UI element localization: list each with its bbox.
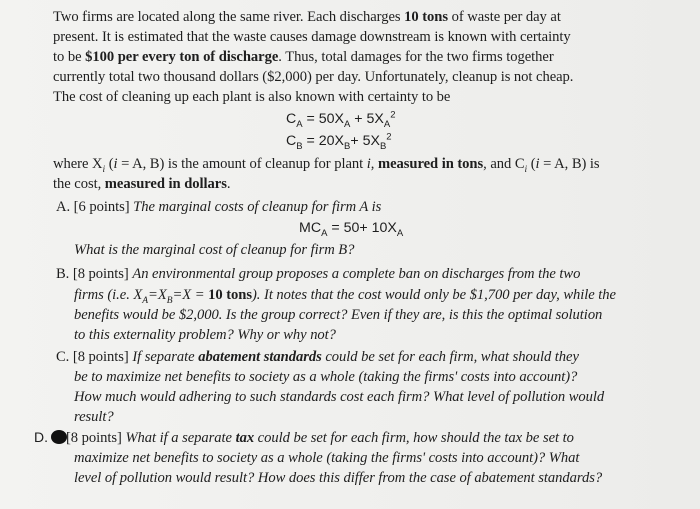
intro-line-1: Two firms are located along the same river. Each discharges 10 tons of waste per day at bbox=[53, 9, 561, 25]
intro-line-5: The cost of cleaning up each plant is also known with certainty to be bbox=[53, 89, 451, 105]
part-b-line-1: B. [8 points] An environmental group proposes a complete ban on discharges from the two bbox=[56, 266, 581, 282]
equation-mca: $MC_A = 50+ 10X_A$ bbox=[299, 220, 404, 239]
part-b-line-4: to this externality problem? Why or why not? bbox=[74, 327, 336, 343]
intro-line-4: currently total two thousand dollars ($2,000) per day. Unfortunately, cleanup is not cheap. bbox=[53, 69, 574, 85]
part-a-question: What is the marginal cost of cleanup for firm B? bbox=[74, 242, 355, 258]
equation-cb: $C_B = 20X_B+ 5X_B^2$ bbox=[286, 131, 392, 152]
part-c-line-4: result? bbox=[74, 409, 114, 425]
intro-line-2: present. It is estimated that the waste causes damage downstream is known with certainty bbox=[53, 29, 571, 45]
part-c-line-1: C. [8 points] If separate abatement standards could be set for each firm, what should they bbox=[56, 349, 579, 365]
part-d-line-3: level of pollution would result? How does this differ from the case of abatement standards? bbox=[74, 470, 603, 486]
part-d-line-1: [8 points] What if a separate tax could be set for each firm, how should the tax be set to bbox=[66, 430, 574, 446]
where-line-1: where $X_i$ (i = A, B) is the amount of cleanup for plant i, measured in tons, and $C_i$ (i = A, B) is bbox=[53, 156, 600, 175]
part-c-line-3: How much would adhering to such standards cost each firm? What level of pollution would bbox=[74, 389, 605, 405]
equation-ca: $C_A = 50X_A + 5X_A^2$ bbox=[286, 109, 396, 130]
part-b-line-3: benefits would be $2,000. Is the group correct? Even if they are, is this the optimal solution bbox=[74, 307, 603, 323]
redaction-dot bbox=[51, 430, 67, 444]
part-b-line-2: firms (i.e. $X_A=X_B=X = 10$ tons). It notes that the cost would only be $1,700 per day, while the bbox=[74, 287, 616, 306]
part-a-line-1: A. [6 points] The marginal costs of cleanup for firm A is bbox=[56, 199, 382, 215]
where-line-2: the cost, measured in dollars. bbox=[53, 176, 231, 192]
part-d-marker: D. bbox=[34, 429, 48, 445]
intro-line-3: to be $100 per every ton of discharge. Thus, total damages for the two firms together bbox=[53, 49, 554, 65]
part-d-line-2: maximize net benefits to society as a whole (taking the firms' costs into account)? What bbox=[74, 450, 580, 466]
part-c-line-2: be to maximize net benefits to society as a whole (taking the firms' costs into account)? bbox=[74, 369, 578, 385]
